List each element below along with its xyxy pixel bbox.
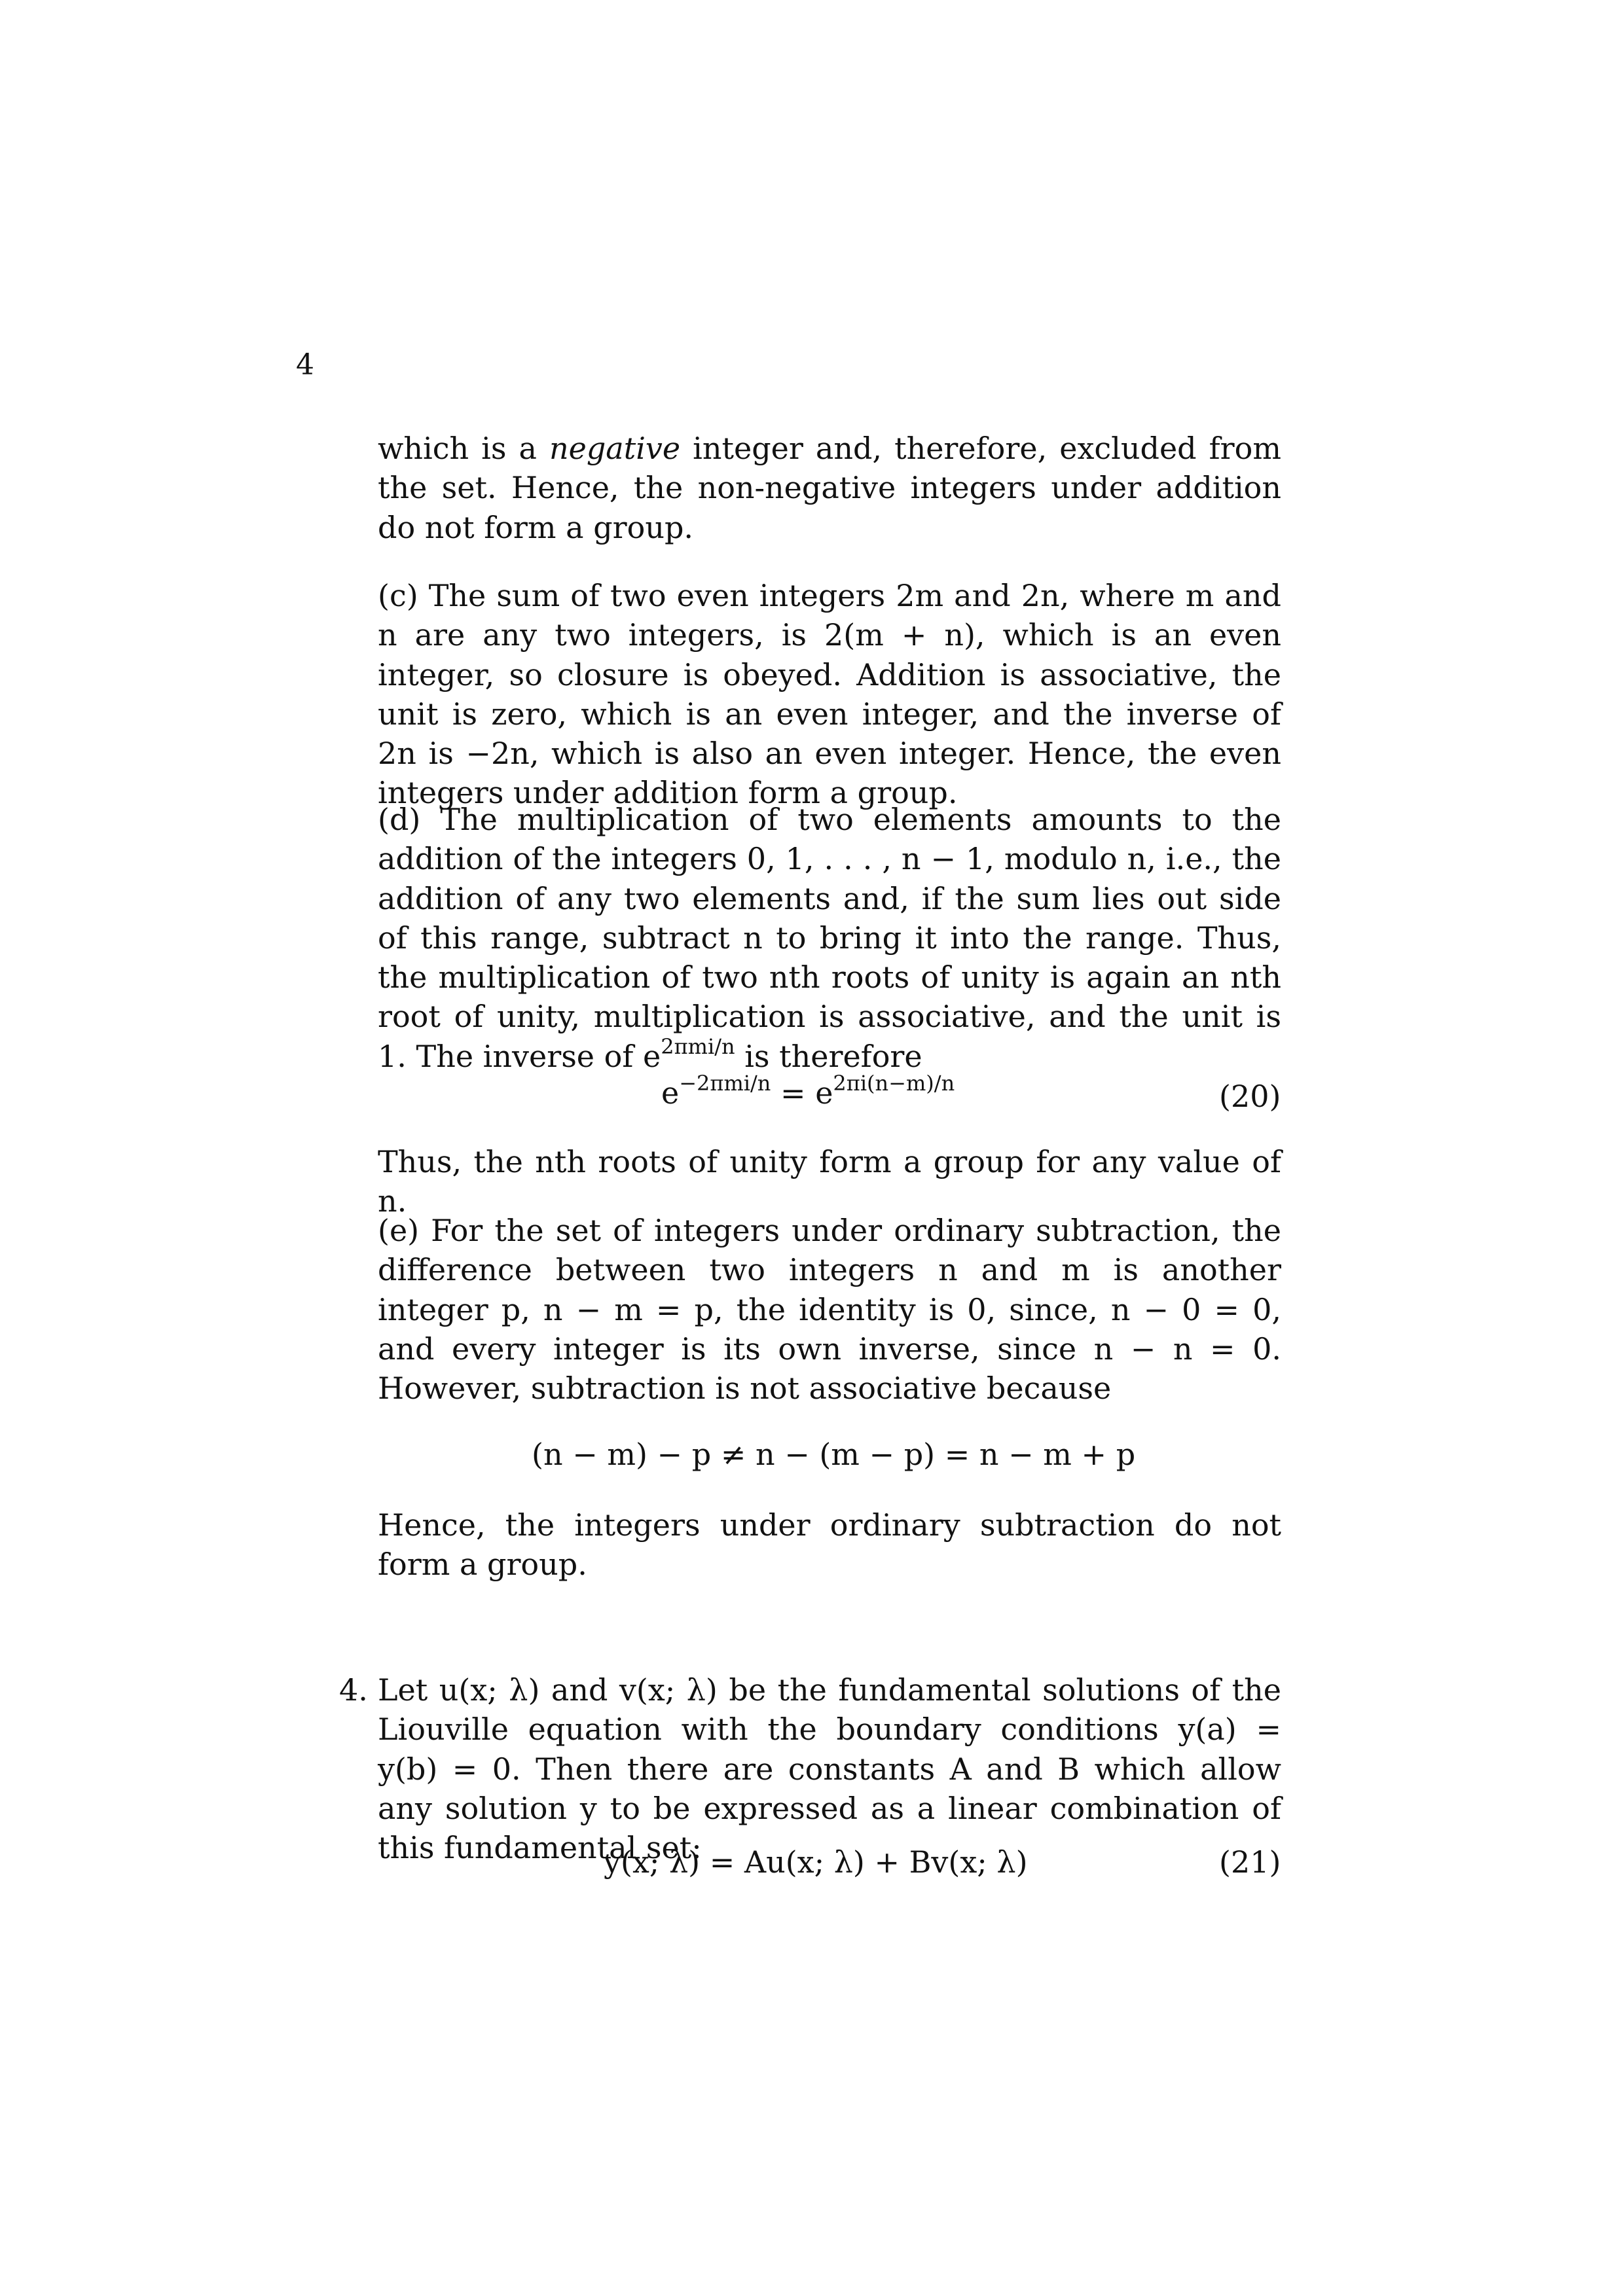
equation-20 bbox=[661, 1073, 955, 1113]
paragraph-d-text: (d) The multiplication of two elements amounts to the addition of the integers 0, 1, . . . , n − 1, modulo n, i.e., the addition of any two elements and, if the sum lies out side of this range, subtract n to bring it into the range. Thus, the multiplication of two nth roots of unity is again an nth root of unity, multiplication is associative, and the unit is 1. The inverse of e bbox=[378, 802, 1281, 1074]
paragraph-c-even-integers: (c) The sum of two even integers 2m and 2n, where m and n are any two integers, is 2(m + n), which is an even integer, so closure is obeyed. Addition is associative, the unit is zero, which is an even integer, and the inverse of 2n is −2n, which is also an even integer. Hence, the even integers under addition form a group. bbox=[378, 578, 1281, 811]
equation-20-lhs-base: e bbox=[661, 1075, 680, 1111]
page-number: 4 bbox=[296, 348, 314, 382]
emphasis-negative: negative bbox=[549, 431, 681, 466]
paragraph-e-conclusion: Hence, the integers under ordinary subtraction do not form a group. bbox=[378, 1507, 1281, 1583]
equation-20-rhs-exponent: 2πi(n−m)/n bbox=[833, 1071, 955, 1096]
equation-20-number: (20) bbox=[1219, 1079, 1281, 1114]
paragraph-d-exponent: 2πmi/n bbox=[661, 1033, 735, 1059]
equation-21: y(x; λ) = Au(x; λ) + Bv(x; λ) bbox=[604, 1844, 1028, 1880]
paragraph-d-conclusion: Thus, the nth roots of unity form a group for any value of n. bbox=[378, 1144, 1281, 1219]
paragraph-e-subtraction: (e) For the set of integers under ordinary subtraction, the difference between two integers n and m is another integer p, n − m = p, the identity is 0, since, n − 0 = 0, and every integer is its own inverse, since n − n = 0. However, subtraction is not associative because bbox=[378, 1213, 1281, 1407]
equation-21-number: (21) bbox=[1219, 1844, 1281, 1880]
paragraph-negative-integer bbox=[378, 429, 1281, 547]
paragraph-text-pre: which is a bbox=[378, 431, 549, 466]
equation-20-mid: = e bbox=[771, 1075, 833, 1111]
problem-number-4: 4. bbox=[339, 1672, 368, 1708]
paragraph-d-tail: is therefore bbox=[735, 1038, 922, 1074]
paragraph-d-roots-of-unity bbox=[378, 800, 1281, 1076]
equation-20-lhs-exponent: −2πmi/n bbox=[679, 1071, 771, 1096]
paragraph-problem-4: Let u(x; λ) and v(x; λ) be the fundamental solutions of the Liouville equation with the boundary conditions y(a) = y(b) = 0. Then there are constants A and B which allow any solution y to be expressed as a linear combination of this fundamental set: bbox=[378, 1672, 1281, 1866]
equation-associativity: (n − m) − p ≠ n − (m − p) = n − m + p bbox=[532, 1437, 1136, 1472]
paragraph-text-post: integer and, therefore, excluded from the set. Hence, the non-negative integers under addition do not form a group. bbox=[378, 431, 1281, 545]
